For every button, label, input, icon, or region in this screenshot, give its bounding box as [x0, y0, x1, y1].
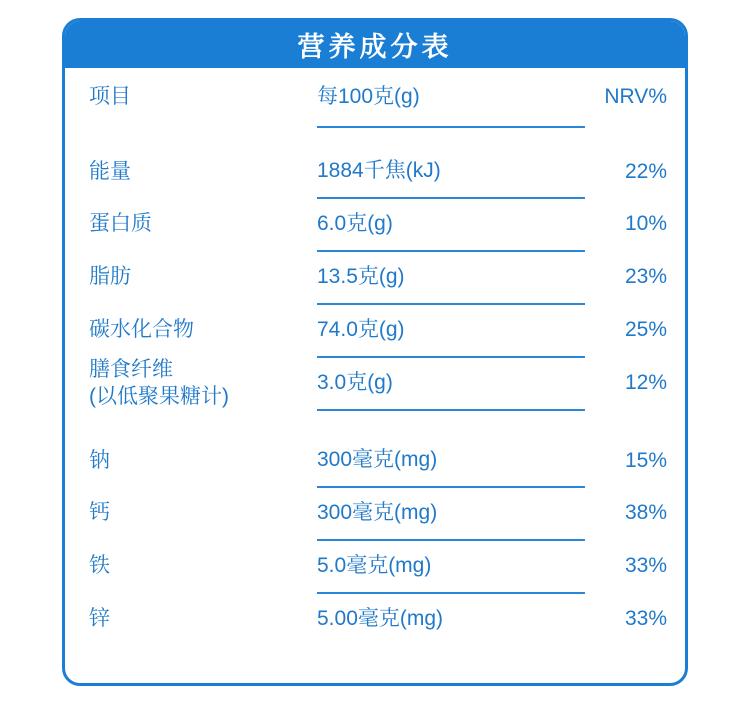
panel-title-bar [65, 21, 685, 68]
row-item-sublabel: (以低聚果糖计) [89, 384, 229, 408]
header-spacer-row [89, 127, 667, 146]
row-value: 300毫克(mg) [317, 435, 585, 487]
row-item-label: 钠 [89, 448, 110, 472]
table-row [89, 146, 667, 198]
page-title: 营养成分表 [297, 32, 453, 62]
row-item-label: 膳食纤维 [89, 358, 173, 382]
spacer-cell [317, 127, 585, 146]
table-row [89, 357, 667, 410]
row-value: 6.0克(g) [317, 198, 585, 251]
row-nrv: 15% [624, 448, 667, 472]
nutrition-table [89, 68, 667, 645]
row-nrv: 12% [624, 371, 667, 395]
row-value: 5.00毫克(mg) [317, 607, 444, 631]
row-value: 5.0毫克(mg) [317, 540, 585, 593]
table-row [89, 540, 667, 593]
row-item-label: 锌 [89, 606, 110, 630]
row-value: 3.0克(g) [317, 357, 585, 410]
header-item: 项目 [89, 85, 131, 109]
row-nrv: 25% [624, 318, 667, 342]
row-item-label: 蛋白质 [89, 212, 152, 236]
table-header-row [89, 68, 667, 127]
table-row [89, 487, 667, 540]
spacer-cell [89, 127, 317, 146]
row-value: 300毫克(mg) [317, 487, 585, 540]
spacer-cell [585, 410, 667, 435]
header-nrv: NRV% [604, 85, 667, 109]
row-nrv: 10% [624, 212, 667, 236]
row-item-label: 钙 [89, 501, 110, 525]
table-row [89, 435, 667, 487]
spacer-cell [317, 410, 585, 435]
row-item-label: 能量 [89, 159, 131, 183]
row-nrv: 22% [624, 159, 667, 183]
row-item-label: 碳水化合物 [89, 318, 194, 342]
nutrition-facts-panel [62, 18, 688, 686]
nutrition-table-container [65, 68, 685, 645]
section-gap-row [89, 410, 667, 435]
row-nrv: 38% [624, 501, 667, 525]
table-row [89, 198, 667, 251]
row-item-label: 铁 [89, 554, 110, 578]
row-item-label-fiber [89, 357, 317, 410]
row-value: 74.0克(g) [317, 304, 585, 357]
row-nrv: 23% [624, 265, 667, 289]
header-value: 每100克(g) [317, 68, 585, 127]
table-row [89, 304, 667, 357]
table-row [89, 593, 667, 645]
row-value: 1884千焦(kJ) [317, 146, 585, 198]
row-nrv: 33% [624, 554, 667, 578]
table-row [89, 251, 667, 304]
row-nrv: 33% [624, 606, 667, 630]
row-item-label: 脂肪 [89, 265, 131, 289]
spacer-cell [585, 127, 667, 146]
row-value: 13.5克(g) [317, 251, 585, 304]
spacer-cell [89, 410, 317, 435]
